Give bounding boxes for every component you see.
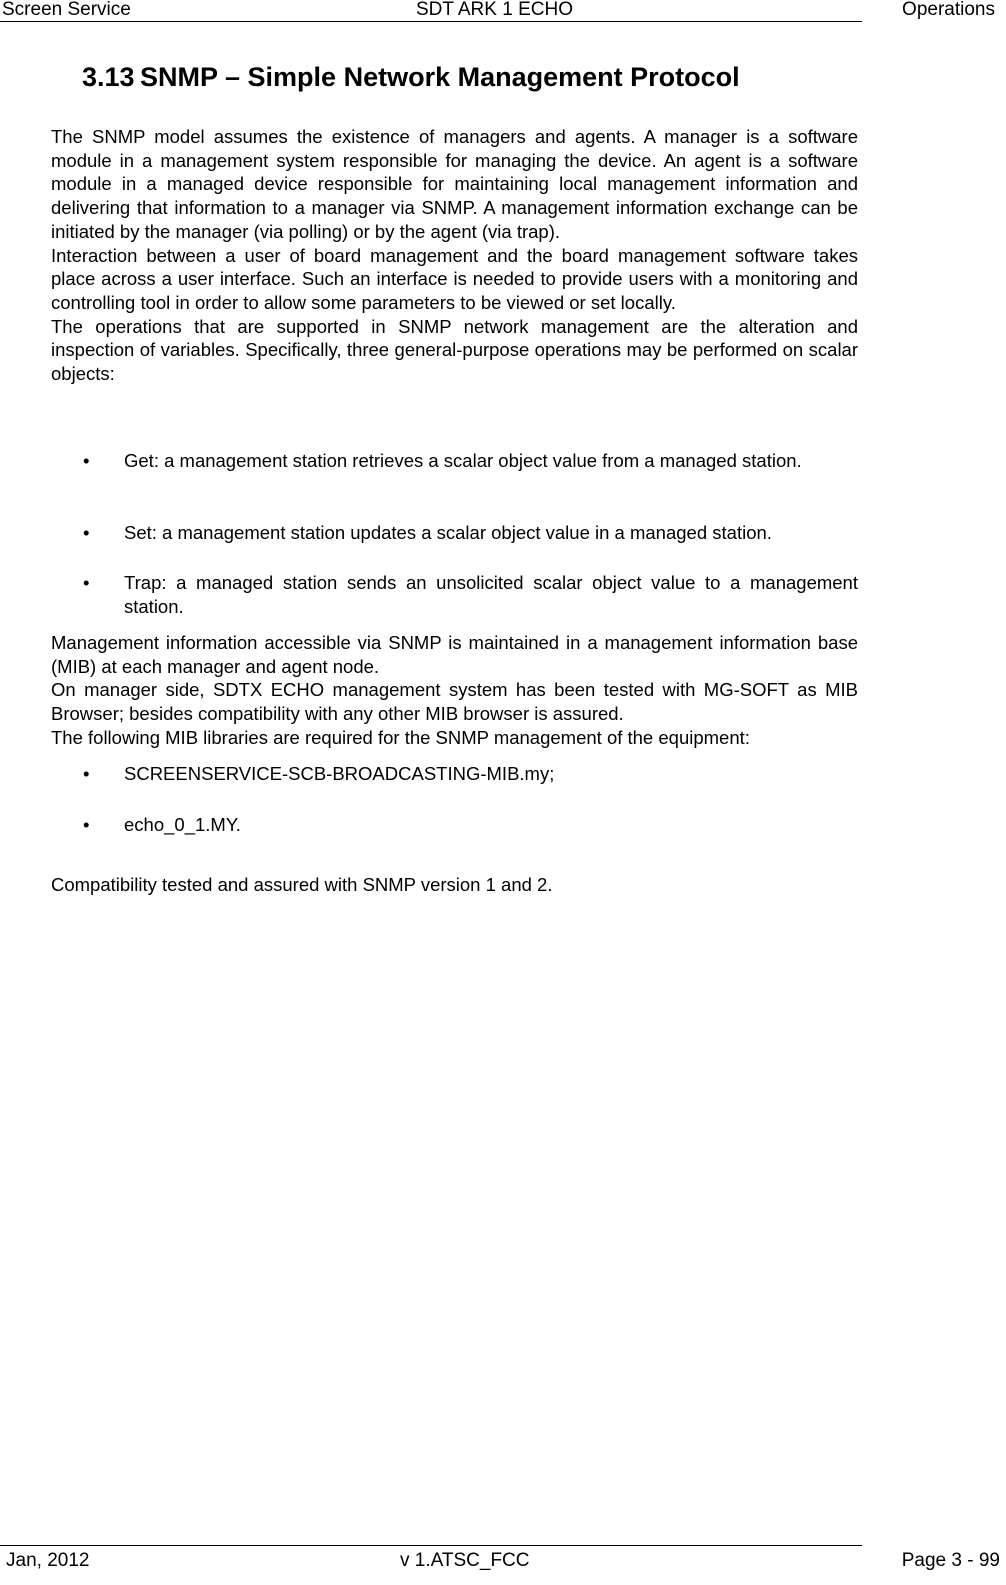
paragraph: Interaction between a user of board management and the board management software takes place across a user interface. Such an interface is needed to provide users with a monitoring and controlling tool in order to allow some parameters to be viewed or set locally. <box>51 244 858 313</box>
mib-list <box>51 813 858 837</box>
list-item <box>51 762 858 786</box>
footer-version: v 1.ATSC_FCC <box>400 1550 530 1571</box>
section-title: SNMP – Simple Network Management Protocol <box>140 62 740 92</box>
list-item-text: Get: a management station retrieves a scalar object value from a managed station. <box>124 450 802 471</box>
footer-rule <box>0 1545 862 1546</box>
mib-list <box>51 762 858 786</box>
section-number: 3.13 <box>82 62 135 92</box>
list-item-text: Set: a management station updates a scalar object value in a managed station. <box>124 522 772 543</box>
bullet-icon: • <box>83 522 90 543</box>
paragraph: Compatibility tested and assured with SNMP version 1 and 2. <box>51 874 553 895</box>
bullet-icon: • <box>83 572 90 593</box>
paragraph: The operations that are supported in SNMP network management are the alteration and inspection of variables. Specifically, three general-purpose operations may be performed on scalar objects: <box>51 315 858 385</box>
header-company: Screen Service <box>2 0 131 20</box>
mib-text <box>51 631 858 750</box>
bullet-icon: • <box>83 763 90 784</box>
list-item-text: Trap: a managed station sends an unsolicited scalar object value to a management station. <box>124 572 858 617</box>
operations-list <box>51 571 858 618</box>
bullet-icon: • <box>83 814 90 835</box>
page-header <box>0 0 1006 22</box>
header-chapter: Operations <box>902 0 995 20</box>
list-item <box>51 521 858 545</box>
list-item-text: echo_0_1.MY. <box>124 814 241 835</box>
closing-text <box>51 873 858 897</box>
list-item <box>51 813 858 837</box>
paragraph: The SNMP model assumes the existence of managers and agents. A manager is a software module in a management system responsible for managing the device. An agent is a software module in a managed device responsible for maintaining local management information and delivering that information to a manager via SNMP. A management information exchange can be initiated by the manager (via polling) or by the agent (via trap). <box>51 126 858 242</box>
footer-page-number: Page 3 - 99 <box>901 1550 1000 1571</box>
paragraph: On manager side, SDTX ECHO management system has been tested with MG-SOFT as MIB Browser; besides compatibility with any other MIB browser is assured. <box>51 679 858 725</box>
paragraph: The following MIB libraries are required for the SNMP management of the equipment: <box>51 726 750 748</box>
header-product: SDT ARK 1 ECHO <box>416 0 573 20</box>
section-heading <box>82 62 740 93</box>
paragraph: Management information accessible via SNMP is maintained in a management information base (MIB) at each manager and agent node. <box>51 632 858 677</box>
page-footer <box>0 1545 1006 1575</box>
operations-list <box>51 449 858 473</box>
list-item-text: SCREENSERVICE-SCB-BROADCASTING-MIB.my; <box>124 763 555 784</box>
operations-list <box>51 521 858 545</box>
list-item <box>51 449 858 473</box>
intro-text <box>51 125 858 386</box>
bullet-icon: • <box>83 450 90 471</box>
footer-date: Jan, 2012 <box>6 1550 90 1571</box>
list-item <box>51 571 858 618</box>
header-rule <box>0 21 862 22</box>
